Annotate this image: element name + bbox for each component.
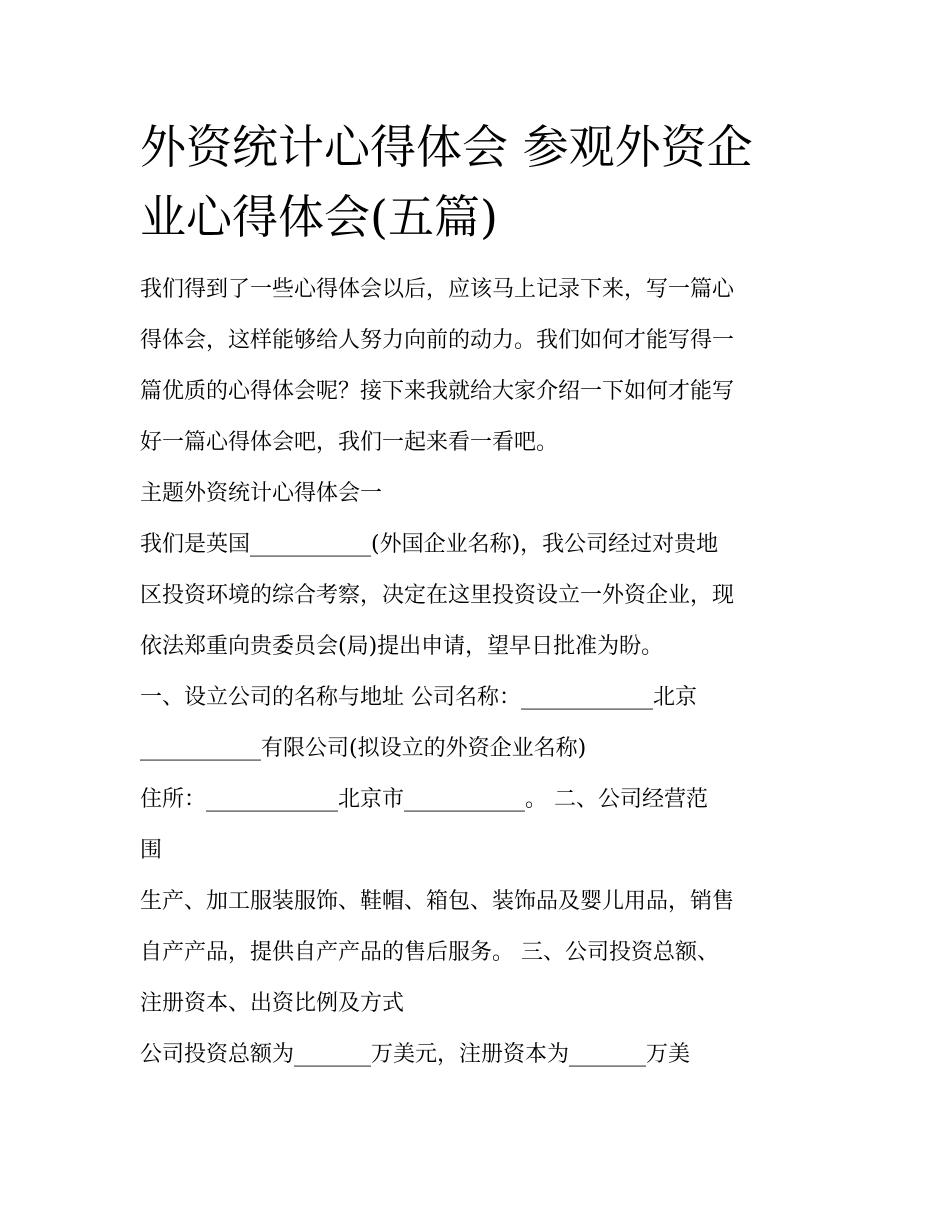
text-line: 围 [140,838,163,863]
text-line: 我们是英国___________(外国企业名称)，我公司经过对贵地 [140,532,719,557]
document-body [140,112,820,1080]
address-paragraph [140,774,820,876]
text-line: 篇优质的心得体会呢？接下来我就给大家介绍一下如何才能写 [140,379,735,404]
text-line: 生产、加工服装服饰、鞋帽、箱包、装饰品及婴儿用品，销售 [140,889,735,914]
investment-paragraph [140,1029,820,1080]
text-line: ___________有限公司(拟设立的外资企业名称) [140,736,587,761]
text-line: 主题外资统计心得体会一 [140,481,383,506]
application-paragraph [140,519,820,672]
document-title [140,112,820,252]
company-name-paragraph [140,672,820,774]
intro-paragraph [140,264,820,468]
text-line: 得体会，这样能够给人努力向前的动力。我们如何才能写得一 [140,328,735,353]
text-line: 住所：____________北京市___________。 二、公司经营范 [140,787,708,812]
section-heading [140,468,820,519]
text-line: 一、设立公司的名称与地址 公司名称：____________北京 [140,685,697,710]
text-line: 自产产品，提供自产产品的售后服务。 三、公司投资总额、 [140,940,719,965]
title-line: 外资统计心得体会 参观外资企 [140,120,753,174]
text-line: 依法郑重向贵委员会(局)提出申请，望早日批准为盼。 [140,634,664,659]
business-scope-paragraph [140,876,820,1029]
text-line: 注册资本、出资比例及方式 [140,991,405,1016]
title-line: 业心得体会(五篇) [140,190,498,244]
text-line: 公司投资总额为_______万美元，注册资本为_______万美 [140,1042,691,1067]
text-line: 好一篇心得体会吧，我们一起来看一看吧。 [140,430,559,455]
text-line: 我们得到了一些心得体会以后，应该马上记录下来，写一篇心 [140,277,735,302]
text-line: 区投资环境的综合考察，决定在这里投资设立一外资企业，现 [140,583,735,608]
